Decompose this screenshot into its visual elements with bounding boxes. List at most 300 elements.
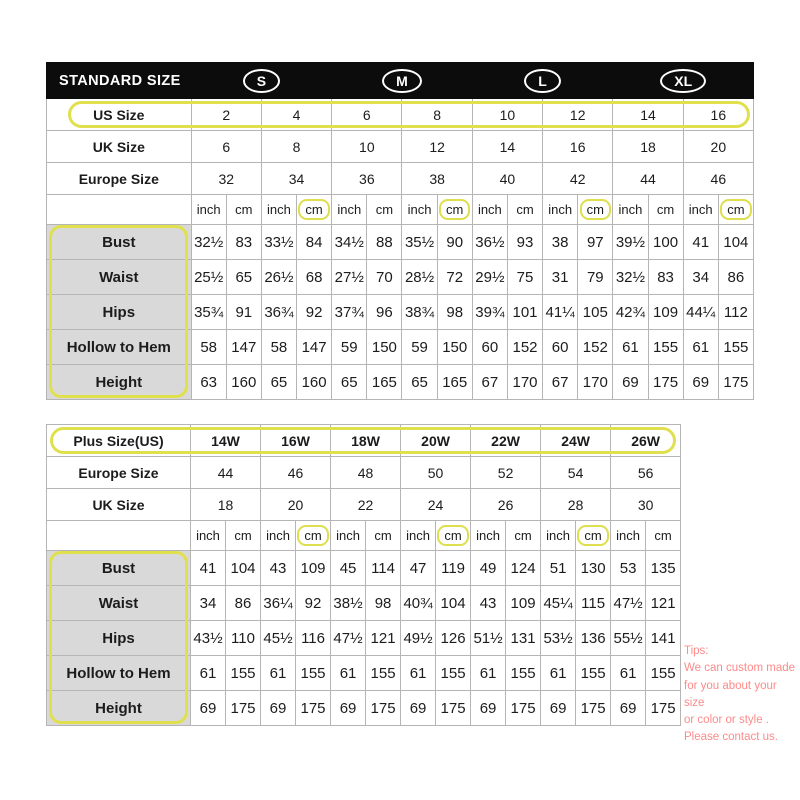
measure-value: 61 [541,656,576,691]
measure-value: 32½ [191,225,226,260]
measure-value: 91 [226,295,261,330]
measure-row [47,225,754,260]
size-value: 54 [541,457,611,489]
measure-value: 114 [366,551,401,586]
unit-cell [191,521,226,551]
measure-value: 34 [683,260,718,295]
measure-value: 67 [543,365,578,400]
measure-value: 104 [226,551,261,586]
unit-cell [437,195,472,225]
size-value: 44 [191,457,261,489]
measure-value: 150 [367,330,402,365]
standard-size-title: STANDARD SIZE [47,63,192,99]
measure-value: 90 [437,225,472,260]
measure-value: 175 [436,691,471,726]
row-label: Waist [47,260,192,295]
row-label: Bust [47,551,191,586]
size-value: 18 [613,131,683,163]
measure-row [47,295,754,330]
measure-value: 42¾ [613,295,648,330]
tips-line: for you about your size [684,679,777,709]
unit-row [47,521,681,551]
measure-value: 88 [367,225,402,260]
measure-value: 131 [506,621,541,656]
size-value: 52 [471,457,541,489]
size-value: 20 [683,131,753,163]
measure-value: 93 [507,225,542,260]
size-value: 18W [331,425,401,457]
size-value: 16 [543,131,613,163]
size-value: 32 [191,163,261,195]
measure-value: 155 [296,656,331,691]
measure-value: 60 [472,330,507,365]
measure-value: 104 [436,586,471,621]
size-value: 46 [261,457,331,489]
unit-cell [332,195,367,225]
size-value: 20 [261,489,331,521]
unit-cell [436,521,471,551]
measure-value: 115 [576,586,611,621]
measure-value: 36¾ [261,295,296,330]
size-value: 24W [541,425,611,457]
measure-value: 65 [402,365,437,400]
size-value: 6 [332,99,402,131]
measure-value: 53½ [541,621,576,656]
size-value: 8 [261,131,331,163]
measure-value: 97 [578,225,613,260]
measure-value: 96 [367,295,402,330]
measure-value: 105 [578,295,613,330]
measure-value: 61 [401,656,436,691]
unit-inch: inch [616,528,641,543]
unit-cm: cm [514,528,532,543]
measure-value: 170 [507,365,542,400]
unit-inch: inch [406,528,430,543]
measure-value: 155 [718,330,753,365]
measure-value: 165 [367,365,402,400]
size-value: 16W [261,425,331,457]
measure-value: 70 [367,260,402,295]
measure-value: 110 [226,621,261,656]
measure-value: 25½ [191,260,226,295]
measure-value: 69 [611,691,646,726]
measure-value: 155 [366,656,401,691]
unit-cm: cm [439,199,470,220]
measure-value: 61 [471,656,506,691]
plus-size-table [46,424,680,726]
measure-value: 38½ [331,586,366,621]
measure-value: 26½ [261,260,296,295]
measure-value: 175 [718,365,753,400]
row-label: Plus Size(US) [47,425,191,457]
measure-value: 61 [683,330,718,365]
size-group-cell [191,63,332,99]
measure-value: 175 [296,691,331,726]
size-group-oval-s: S [243,69,280,93]
unit-cm: cm [654,528,672,543]
unit-inch: inch [337,202,362,217]
unit-cell [191,195,226,225]
measure-value: 34½ [332,225,367,260]
measure-value: 35¾ [191,295,226,330]
unit-cell [472,195,507,225]
measure-value: 43½ [191,621,226,656]
measure-value: 69 [191,691,226,726]
measure-value: 175 [226,691,261,726]
size-value: 20W [401,425,471,457]
measure-value: 63 [191,365,226,400]
measure-value: 98 [366,586,401,621]
size-value: 10 [332,131,402,163]
row-label: Hollow to Hem [47,656,191,691]
unit-cm: cm [437,525,468,546]
measure-row [47,551,681,586]
measure-value: 39½ [613,225,648,260]
measure-value: 65 [226,260,261,295]
size-value: 4 [261,99,331,131]
size-group-oval-l: L [524,69,561,93]
measure-value: 58 [191,330,226,365]
measure-row [47,330,754,365]
unit-cell [471,521,506,551]
measure-value: 43 [471,586,506,621]
size-value: 2 [191,99,261,131]
unit-cell [297,195,332,225]
unit-cm: cm [375,202,394,217]
unit-cm: cm [577,525,608,546]
size-row [47,99,754,131]
measure-value: 150 [437,330,472,365]
measure-value: 47 [401,551,436,586]
measure-value: 36½ [472,225,507,260]
measure-value: 112 [718,295,753,330]
measure-value: 61 [613,330,648,365]
size-row [47,425,681,457]
measure-value: 116 [296,621,331,656]
size-value: 56 [611,457,681,489]
unit-cell [718,195,753,225]
measure-value: 51 [541,551,576,586]
standard-header-row [47,63,754,99]
measure-value: 170 [578,365,613,400]
measure-value: 155 [648,330,683,365]
measure-value: 155 [436,656,471,691]
measure-value: 69 [261,691,296,726]
measure-value: 31 [543,260,578,295]
unit-cell [683,195,718,225]
row-label: Hollow to Hem [47,330,192,365]
measure-value: 35½ [402,225,437,260]
unit-inch: inch [688,202,713,217]
row-label: US Size [47,99,192,131]
size-value: 38 [402,163,472,195]
unit-cell [226,195,261,225]
measure-value: 109 [296,551,331,586]
unit-cm: cm [516,202,534,217]
standard-size-grid [46,62,754,400]
measure-value: 39¾ [472,295,507,330]
measure-value: 61 [611,656,646,691]
size-value: 24 [401,489,471,521]
unit-cell [648,195,683,225]
measure-value: 175 [576,691,611,726]
measure-value: 69 [401,691,436,726]
measure-value: 34 [191,586,226,621]
measure-value: 47½ [611,586,646,621]
size-row [47,489,681,521]
size-value: 40 [472,163,542,195]
size-group-oval-m: M [382,69,422,93]
measure-value: 53 [611,551,646,586]
tips-line: Please contact us. [684,731,778,744]
unit-inch: inch [476,528,500,543]
unit-inch: inch [477,202,502,217]
size-value: 14W [191,425,261,457]
size-value: 6 [191,131,261,163]
measure-value: 100 [648,225,683,260]
measure-value: 45½ [261,621,296,656]
size-group-cell [472,63,613,99]
measure-value: 49½ [401,621,436,656]
unit-cell [296,521,331,551]
plus-size-grid [46,424,681,726]
size-group-cell [332,63,473,99]
measure-value: 41 [191,551,226,586]
unit-inch: inch [336,528,360,543]
measure-value: 41¼ [543,295,578,330]
size-value: 10 [472,99,542,131]
measure-value: 79 [578,260,613,295]
measure-value: 104 [718,225,753,260]
size-value: 12 [543,99,613,131]
measure-value: 136 [576,621,611,656]
unit-cm: cm [298,199,329,220]
unit-cm: cm [374,528,392,543]
measure-value: 61 [191,656,226,691]
unit-cm: cm [580,199,611,220]
measure-value: 119 [436,551,471,586]
size-value: 14 [613,99,683,131]
size-value: 26W [611,425,681,457]
unit-cell [576,521,611,551]
size-value: 28 [541,489,611,521]
measure-value: 126 [436,621,471,656]
measure-value: 43 [261,551,296,586]
unit-inch: inch [267,202,291,217]
measure-value: 160 [226,365,261,400]
tips-title: Tips: [684,645,709,657]
row-label: Europe Size [47,163,192,195]
measure-value: 59 [332,330,367,365]
size-value: 50 [401,457,471,489]
unit-cm: cm [234,528,252,543]
unit-inch: inch [548,202,573,217]
tips-line: or color or style . [684,714,769,726]
measure-value: 155 [646,656,681,691]
size-value: 14 [472,131,542,163]
measure-value: 27½ [332,260,367,295]
unit-row-label [47,195,192,225]
unit-cell [611,521,646,551]
measure-value: 83 [226,225,261,260]
measure-value: 86 [718,260,753,295]
measure-value: 92 [297,295,332,330]
measure-value: 45¼ [541,586,576,621]
row-label: UK Size [47,131,192,163]
measure-row [47,260,754,295]
unit-cm: cm [297,525,328,546]
measure-value: 109 [506,586,541,621]
measure-value: 58 [261,330,296,365]
measure-value: 69 [541,691,576,726]
measure-value: 121 [366,621,401,656]
size-value: 22 [331,489,401,521]
measure-value: 29½ [472,260,507,295]
measure-value: 61 [331,656,366,691]
tips-note [684,643,796,747]
measure-row [47,621,681,656]
measure-row [47,656,681,691]
measure-value: 160 [297,365,332,400]
measure-value: 175 [366,691,401,726]
unit-cell [506,521,541,551]
measure-value: 155 [506,656,541,691]
measure-value: 147 [297,330,332,365]
measure-value: 38 [543,225,578,260]
measure-value: 121 [646,586,681,621]
measure-value: 109 [648,295,683,330]
unit-cm: cm [720,199,751,220]
measure-value: 28½ [402,260,437,295]
measure-value: 69 [331,691,366,726]
standard-size-table [46,62,754,400]
row-label: Bust [47,225,192,260]
size-value: 12 [402,131,472,163]
measure-value: 37¾ [332,295,367,330]
size-group-cell [613,63,754,99]
measure-value: 44¼ [683,295,718,330]
size-value: 34 [261,163,331,195]
measure-value: 101 [507,295,542,330]
measure-value: 147 [226,330,261,365]
measure-row [47,586,681,621]
measure-value: 72 [437,260,472,295]
measure-value: 124 [506,551,541,586]
measure-value: 83 [648,260,683,295]
unit-inch: inch [196,202,221,217]
row-label: Waist [47,586,191,621]
measure-value: 152 [578,330,613,365]
size-value: 8 [402,99,472,131]
measure-value: 165 [437,365,472,400]
unit-cell [613,195,648,225]
size-value: 44 [613,163,683,195]
measure-value: 98 [437,295,472,330]
row-label: Height [47,365,192,400]
unit-cell [543,195,578,225]
measure-value: 32½ [613,260,648,295]
measure-value: 152 [507,330,542,365]
measure-value: 92 [296,586,331,621]
measure-value: 49 [471,551,506,586]
measure-value: 175 [648,365,683,400]
size-group-oval-xl: XL [660,69,706,93]
measure-value: 59 [402,330,437,365]
measure-value: 65 [332,365,367,400]
measure-value: 60 [543,330,578,365]
unit-inch: inch [266,528,290,543]
size-value: 36 [332,163,402,195]
measure-value: 55½ [611,621,646,656]
unit-cell [226,521,261,551]
unit-cell [261,195,296,225]
measure-value: 84 [297,225,332,260]
row-label: Hips [47,295,192,330]
size-value: 18 [191,489,261,521]
measure-value: 141 [646,621,681,656]
unit-cell [578,195,613,225]
size-value: 46 [683,163,753,195]
unit-cell [261,521,296,551]
tips-line: We can custom made [684,662,796,675]
measure-value: 51½ [471,621,506,656]
measure-value: 155 [226,656,261,691]
row-label: Hips [47,621,191,656]
measure-value: 69 [471,691,506,726]
unit-inch: inch [407,202,432,217]
measure-value: 75 [507,260,542,295]
unit-row-label [47,521,191,551]
measure-value: 135 [646,551,681,586]
measure-value: 36¼ [261,586,296,621]
size-row [47,163,754,195]
row-label: Europe Size [47,457,191,489]
unit-cm: cm [656,202,675,217]
measure-value: 45 [331,551,366,586]
unit-cell [366,521,401,551]
unit-inch: inch [196,528,220,543]
unit-inch: inch [618,202,643,217]
measure-value: 38¾ [402,295,437,330]
size-row [47,457,681,489]
size-value: 42 [543,163,613,195]
unit-cell [402,195,437,225]
measure-value: 69 [683,365,718,400]
measure-value: 175 [646,691,681,726]
measure-value: 69 [613,365,648,400]
size-value: 16 [683,99,753,131]
measure-value: 67 [472,365,507,400]
size-value: 30 [611,489,681,521]
size-row [47,131,754,163]
unit-cm: cm [235,202,253,217]
measure-row [47,691,681,726]
measure-value: 175 [506,691,541,726]
measure-value: 41 [683,225,718,260]
measure-value: 65 [261,365,296,400]
size-value: 26 [471,489,541,521]
measure-value: 33½ [261,225,296,260]
measure-value: 68 [297,260,332,295]
measure-value: 61 [261,656,296,691]
unit-cell [507,195,542,225]
measure-value: 47½ [331,621,366,656]
size-value: 48 [331,457,401,489]
row-label: UK Size [47,489,191,521]
unit-inch: inch [546,528,570,543]
unit-cell [646,521,681,551]
measure-value: 130 [576,551,611,586]
